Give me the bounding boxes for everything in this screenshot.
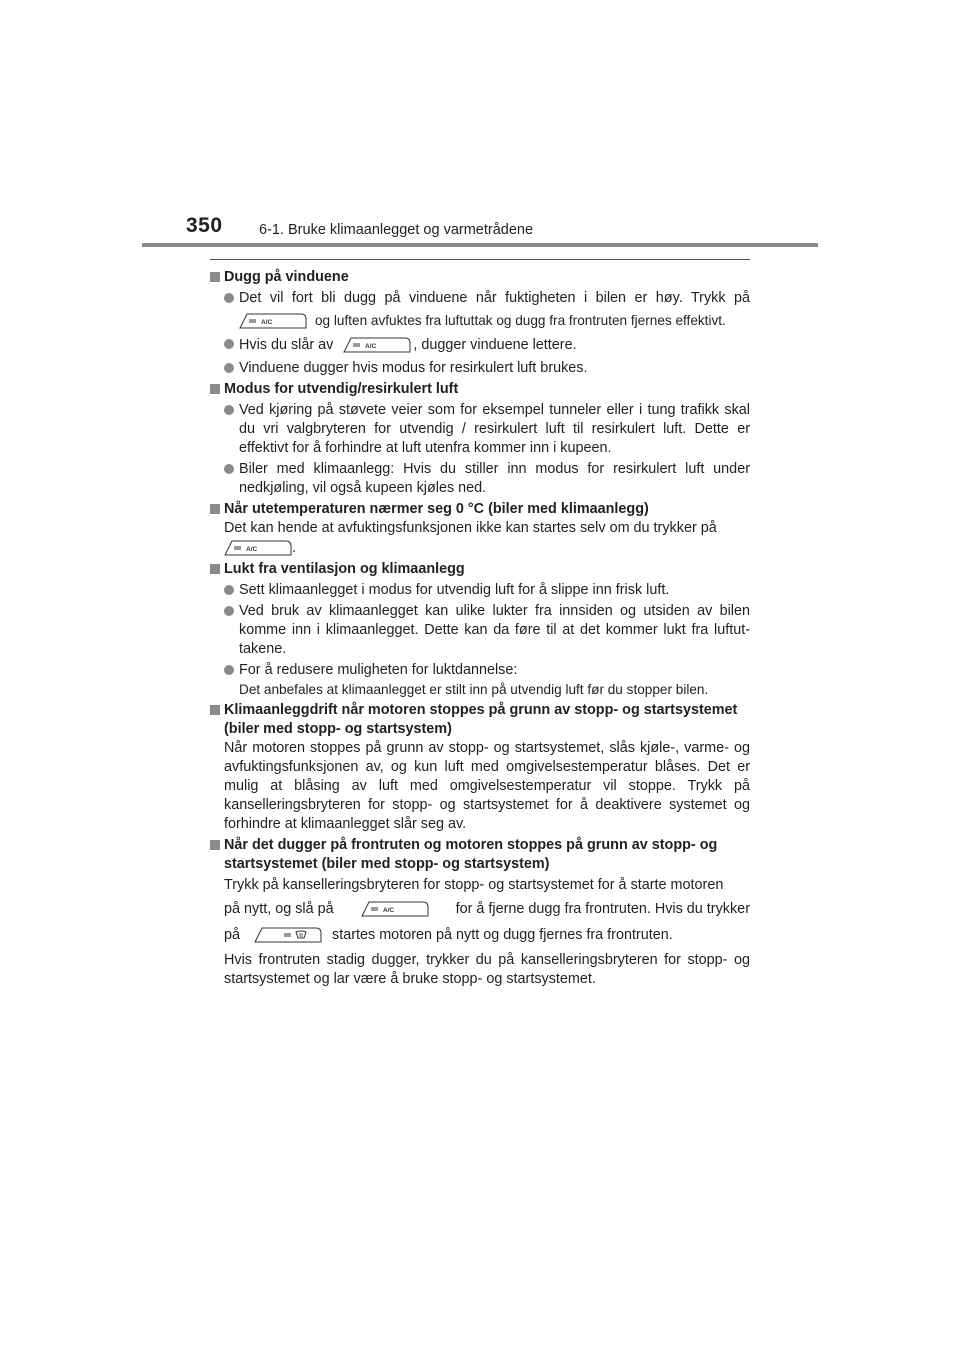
square-bullet-icon bbox=[210, 705, 220, 715]
list-item: Ved bruk av klimaanlegget kan ulike lukter fra innsiden og utsiden av bilen komme inn i klimaanlegget. Dette kan da føre til at det kommer lukt fra luftut-takene. bbox=[210, 602, 750, 659]
section-utetemperatur: Når utetemperaturen nærmer seg 0 °C (biler med klimaanlegg) Det kan hende at avfuktingsfunksjonen ikke kan startes selv om du trykker på A/C . bbox=[210, 500, 750, 558]
section-title: Når det dugger på frontruten og motoren stoppes på grunn av stopp- og startsystemet (biler med stopp- og startsystem) bbox=[224, 837, 718, 873]
ac-button-icon bbox=[224, 538, 292, 558]
section-title: Når utetemperaturen nærmer seg 0 °C (biler med klimaanlegg) bbox=[224, 501, 649, 518]
svg-text:A/C: A/C bbox=[261, 319, 273, 327]
svg-text:A/C: A/C bbox=[365, 343, 377, 351]
section-klimaanleggdrift: Klimaanleggdrift når motoren stoppes på grunn av stopp- og startsystemet (biler med stopp- og startsystem) Når motoren stoppes på grunn av stopp- og startsystemet, slås kjøle-, varme- og avfuktingsfunksjonen av, og kun luft med omgivelsestemperatur blåses. Det er mulig at blåsing av luft med omgivelsestemperatur vil stoppe. Trykk på kanselleringsbryteren for stopp- og startsystemet for å deaktivere systemet og forhindre at klimaanlegget slår seg av. bbox=[210, 701, 750, 834]
chapter-title: 6-1. Bruke klimaanlegget og varmetrådene bbox=[259, 222, 534, 238]
ac-button-icon bbox=[343, 335, 411, 355]
round-bullet-icon bbox=[224, 665, 234, 675]
section-title: Lukt fra ventilasjon og klimaanlegg bbox=[224, 561, 465, 578]
list-item: Biler med klimaanlegg: Hvis du stiller inn modus for resirkulert luft under nedkjøling, vil også kupeen kjøles ned. bbox=[210, 460, 750, 498]
section-frontruten: Når det dugger på frontruten og motoren stoppes på grunn av stopp- og startsystemet (biler med stopp- og startsystem) Trykk på kanselleringsbryteren for stopp- og startsystemet for å starte motoren på nytt, og slå på A/C for å fjerne dugg fra frontruten. Hvis du trykker på startes motoren på nytt og dugg fjernes fra frontruten. Hvis frontruten stadig dugger, trykker du på kanselleringsbryteren for stopp- og startsystemet og lar være å bruke stopp- og startsystemet. bbox=[210, 836, 750, 989]
page-number: 350 bbox=[186, 214, 223, 237]
section-title: Modus for utvendig/resirkulert luft bbox=[224, 381, 459, 398]
header-rule bbox=[142, 243, 818, 247]
list-item: Det vil fort bli dugg på vinduene når fuktigheten i bilen er høy. Trykk på bbox=[210, 289, 750, 308]
square-bullet-icon bbox=[210, 564, 220, 574]
square-bullet-icon bbox=[210, 384, 220, 394]
section-dugg: Dugg på vinduene Det vil fort bli dugg på vinduene når fuktigheten i bilen er høy. Trykk på A/C og luften avfuktes fra luftuttak og dugg fra frontruten fjernes effektivt. Hvis du slår av A/C , dugger vinduene lettere. Vinduene dugger hvis modus for resirkulert luft brukes. bbox=[210, 268, 750, 378]
svg-text:A/C: A/C bbox=[382, 907, 394, 915]
round-bullet-icon bbox=[224, 339, 234, 349]
square-bullet-icon bbox=[210, 504, 220, 514]
round-bullet-icon bbox=[224, 363, 234, 373]
list-item: Ved kjøring på støvete veier som for eksempel tunneler eller i tung trafikk skal du vri valgbryteren for utvendig / resirkulert luft til resirkulert luft. Dette er effektivt for å forhindre at luft utenfra kommer inn i kupeen. bbox=[210, 401, 750, 458]
section-lukt bbox=[210, 560, 750, 699]
section-title: Dugg på vinduene bbox=[224, 269, 349, 285]
square-bullet-icon bbox=[210, 272, 220, 282]
list-item: For å redusere muligheten for luktdannelse: Det anbefales at klimaanlegget er stilt inn på utvendig luft før du stopper bilen. bbox=[210, 661, 750, 699]
round-bullet-icon bbox=[224, 606, 234, 616]
page-header bbox=[0, 0, 960, 250]
section-utvendig bbox=[210, 380, 750, 498]
content bbox=[210, 266, 750, 989]
section-title: Klimaanleggdrift når motoren stoppes på grunn av stopp- og startsystemet (biler med stopp- og startsystem) bbox=[224, 702, 738, 738]
square-bullet-icon bbox=[210, 840, 220, 850]
list-item: Vinduene dugger hvis modus for resirkulert luft brukes. bbox=[210, 359, 750, 378]
ac-button-icon bbox=[239, 311, 307, 331]
round-bullet-icon bbox=[224, 405, 234, 415]
round-bullet-icon bbox=[224, 585, 234, 595]
svg-text:A/C: A/C bbox=[246, 546, 258, 554]
ac-button-icon bbox=[361, 899, 429, 919]
list-item: Hvis du slår av A/C , dugger vinduene lettere. bbox=[210, 335, 750, 355]
round-bullet-icon bbox=[224, 464, 234, 474]
list-item: Sett klimaanlegget i modus for utvendig luft for å slippe inn frisk luft. bbox=[210, 581, 750, 600]
content-rule bbox=[210, 259, 750, 260]
round-bullet-icon bbox=[224, 293, 234, 303]
defroster-button-icon bbox=[254, 925, 322, 945]
